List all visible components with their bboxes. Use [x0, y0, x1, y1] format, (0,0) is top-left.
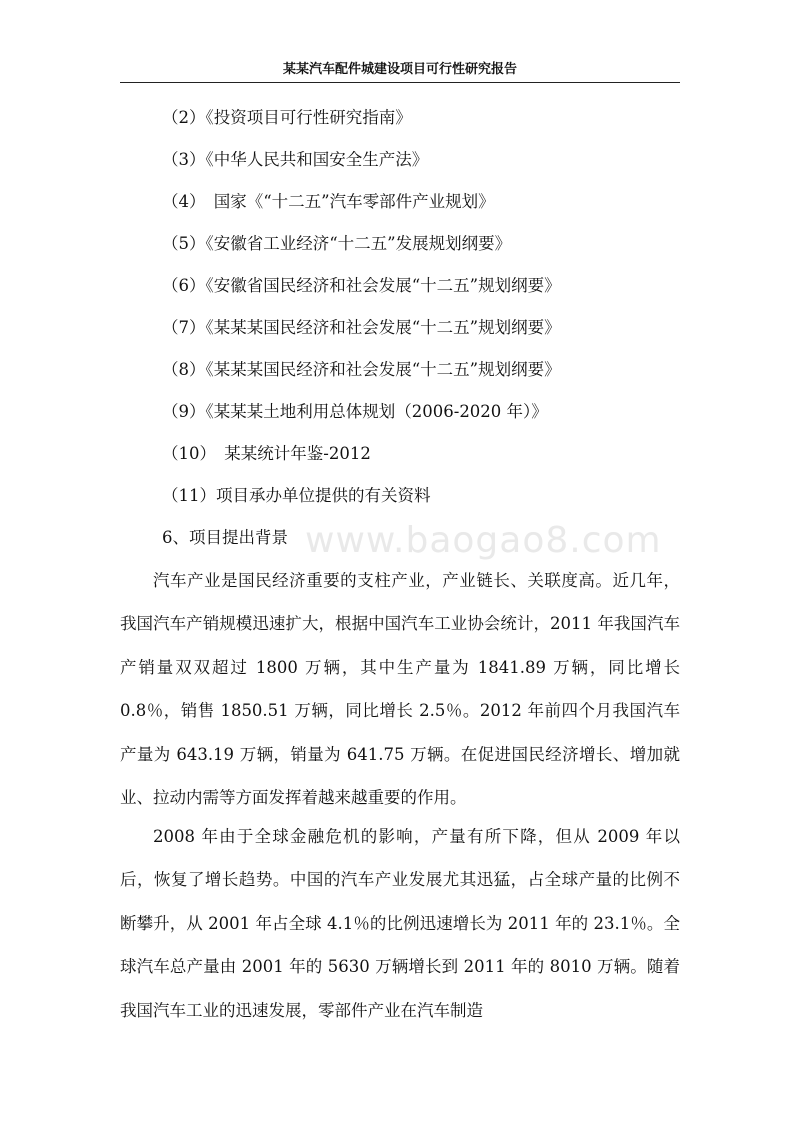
reference-item: （7）《某某某国民经济和社会发展“十二五”规划纲要》 — [162, 318, 561, 337]
page-header: 某某汽车配件城建设项目可行性研究报告 — [120, 62, 680, 83]
reference-item: （3）《中华人民共和国安全生产法》 — [162, 150, 429, 169]
reference-item: （11）项目承办单位提供的有关资料 — [162, 486, 431, 505]
reference-item: （9）《某某某土地利用总体规划（2006-2020 年）》 — [162, 402, 548, 421]
body-paragraph: 2008 年由于全球金融危机的影响，产量有所下降，但从 2009 年以后，恢复了增长趋势。中国的汽车产业发展尤其迅猛，占全球产量的比例不断攀升，从 2001 年占全球 4.1％的比例迅速增长为 2011 年的 23.1％。全球汽车总产量由 2001 年的 5630 万辆增长到 2011 年的 8010 万辆。随着我国汽车工业的迅速发展，零部件产业在汽车制造 — [120, 827, 680, 1020]
reference-item: （5）《安徽省工业经济“十二五”发展规划纲要》 — [162, 234, 512, 253]
reference-item: （10） 某某统计年鉴-2012 — [162, 444, 371, 463]
reference-item: （8）《某某某国民经济和社会发展“十二五”规划纲要》 — [162, 360, 561, 379]
section-heading: 6、项目提出背景 — [162, 528, 288, 547]
reference-item: （6）《安徽省国民经济和社会发展“十二五”规划纲要》 — [162, 276, 561, 295]
watermark: www.baogao8.com — [305, 520, 662, 561]
reference-item: （4） 国家《“十二五”汽车零部件产业规划》 — [162, 192, 495, 211]
reference-item: （2）《投资项目可行性研究指南》 — [162, 108, 412, 127]
body-paragraph: 汽车产业是国民经济重要的支柱产业，产业链长、关联度高。近几年，我国汽车产销规模迅速扩大，根据中国汽车工业协会统计，2011 年我国汽车产销量双双超过 1800 万辆，其中生产量为 1841.89 万辆，同比增长 0.8％，销售 1850.51 万辆，同比增长 2.5％。2012 年前四个月我国汽车产量为 643.19 万辆，销量为 641.75 万辆。在促进国民经济增长、增加就业、拉动内需等方面发挥着越来越重要的作用。 — [120, 571, 680, 808]
